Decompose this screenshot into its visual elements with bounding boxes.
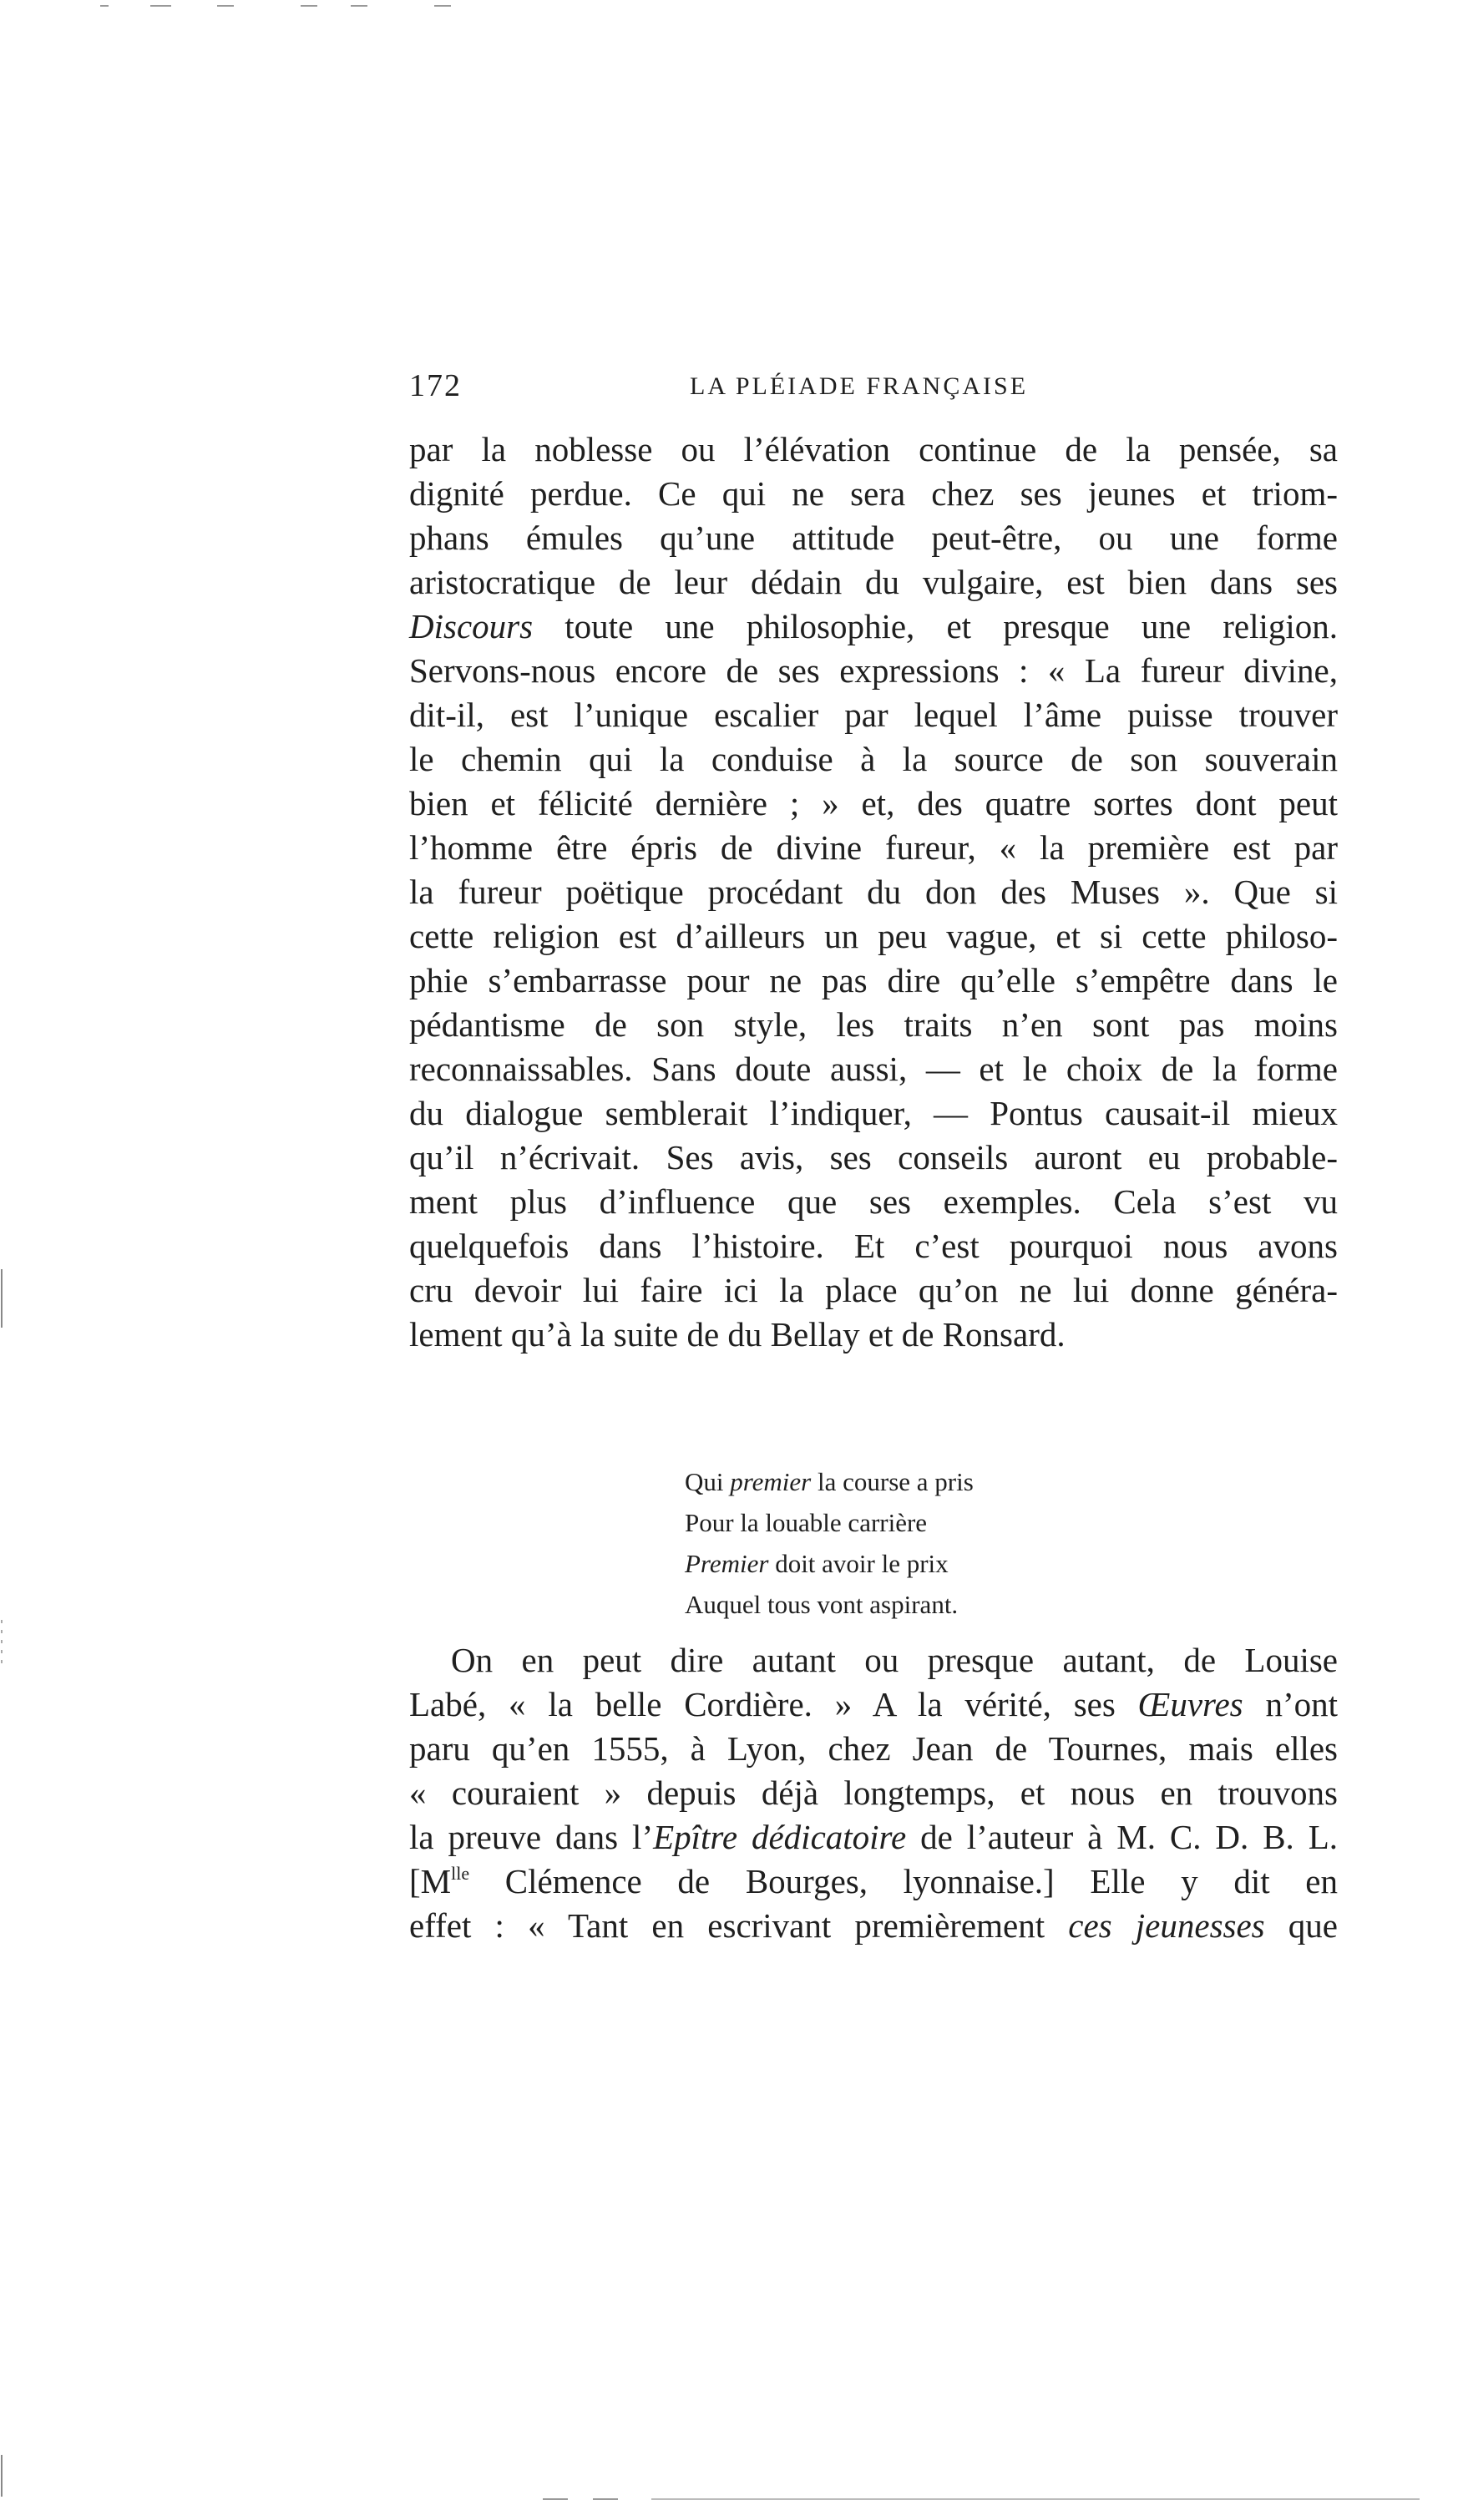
italic-word: premier <box>730 1467 812 1496</box>
text-line: qu’il n’écrivait. Ses avis, ses conseils auront eu probable- <box>409 1138 1338 1177</box>
text-line: lement qu’à la suite de du Bellay et de Ronsard. <box>409 1315 1066 1354</box>
text-line: ment plus d’influence que ses exemples. Cela s’est vu <box>409 1182 1338 1221</box>
running-title: LA PLÉIADE FRANÇAISE <box>690 372 1029 400</box>
text-line: quelquefois dans l’histoire. Et c’est pourquoi nous avons <box>409 1227 1338 1265</box>
text-fragment: Labé, « la belle Cordière. » A la vérité, ses <box>409 1685 1138 1723</box>
text-line: dit-il, est l’unique escalier par lequel l’âme puisse trouver <box>409 696 1338 734</box>
text-fragment: n’ont <box>1243 1685 1338 1723</box>
top-edge-marks <box>100 0 476 12</box>
superscript: lle <box>451 1863 470 1884</box>
text-line: phans émules qu’une attitude peut-être, ou une forme <box>409 519 1338 557</box>
text-fragment: Auquel tous vont aspirant. <box>685 1590 959 1619</box>
italic-title: Epître dédicatoire <box>653 1818 907 1856</box>
italic-word: Premier <box>685 1549 769 1578</box>
text-fragment: [M <box>409 1862 452 1900</box>
italic-title: Discours <box>409 607 534 645</box>
text-fragment: effet : « Tant en escrivant premièrement <box>409 1906 1069 1945</box>
text-line <box>409 1904 1338 1948</box>
text-fragment: toute une philosophie, et presque une religion. <box>533 607 1338 645</box>
text-line: reconnaissables. Sans doute aussi, — et le choix de la forme <box>409 1050 1338 1088</box>
italic-phrase: ces jeunesses <box>1068 1906 1265 1945</box>
paragraph-2 <box>409 1638 1338 1948</box>
italic-title: Œuvres <box>1137 1685 1243 1723</box>
text-fragment: la preuve dans l’ <box>409 1818 654 1856</box>
text-fragment: que <box>1264 1906 1339 1945</box>
verse-quote <box>685 1461 1102 1625</box>
text-line: cru devoir lui faire ici la place qu’on ne lui donne généra- <box>409 1271 1338 1309</box>
text-line <box>409 1815 1338 1860</box>
text-fragment: doit avoir le prix <box>768 1549 949 1578</box>
text-line: la fureur poëtique procédant du don des Muses ». Que si <box>409 873 1338 911</box>
text-line: aristocratique de leur dédain du vulgaire, est bien dans ses <box>409 563 1338 601</box>
verse-line <box>685 1502 1102 1543</box>
text-line: cette religion est d’ailleurs un peu vague, et si cette philoso- <box>409 917 1338 955</box>
text-line: dignité perdue. Ce qui ne sera chez ses jeunes et triom- <box>409 474 1338 513</box>
verse-line <box>685 1584 1102 1625</box>
text-line <box>409 1683 1338 1727</box>
verse-line <box>685 1543 1102 1584</box>
text-line: l’homme être épris de divine fureur, « la première est par <box>409 828 1338 867</box>
text-fragment: Clémence de Bourges, lyonnaise.] Elle y dit en <box>469 1862 1338 1900</box>
text-line <box>409 605 1338 649</box>
text-line: paru qu’en 1555, à Lyon, chez Jean de Tournes, mais elles <box>409 1729 1338 1768</box>
text-line: Servons-nous encore de ses expressions : « La fureur divine, <box>409 651 1338 690</box>
verse-line <box>685 1461 1102 1502</box>
text-fragment: de l’auteur à M. C. D. B. L. <box>906 1818 1338 1856</box>
text-line: pédantisme de son style, les traits n’en sont pas moins <box>409 1005 1338 1044</box>
text-line: On en peut dire autant ou presque autant, de Louise <box>451 1641 1338 1679</box>
text-line: « couraient » depuis déjà longtemps, et nous en trouvons <box>409 1774 1338 1812</box>
left-edge-marks <box>0 1252 3 2505</box>
text-fragment: Pour la louable carrière <box>685 1508 928 1537</box>
text-line <box>409 1860 1338 1904</box>
text-line: par la noblesse ou l’élévation continue de la pensée, sa <box>409 430 1338 468</box>
text-line: du dialogue semblerait l’indiquer, — Pontus causait-il mieux <box>409 1094 1338 1132</box>
bottom-edge-marks <box>543 2495 1420 2503</box>
text-line: phie s’embarrasse pour ne pas dire qu’elle s’empêtre dans le <box>409 961 1338 999</box>
text-line: le chemin qui la conduise à la source de son souverain <box>409 740 1338 778</box>
text-fragment: la course a pris <box>811 1467 974 1496</box>
page-number: 172 <box>409 368 462 403</box>
running-head <box>409 367 1338 409</box>
text-fragment: Qui <box>685 1467 731 1496</box>
paragraph-1 <box>409 428 1338 1357</box>
text-line: bien et félicité dernière ; » et, des quatre sortes dont peut <box>409 784 1338 822</box>
